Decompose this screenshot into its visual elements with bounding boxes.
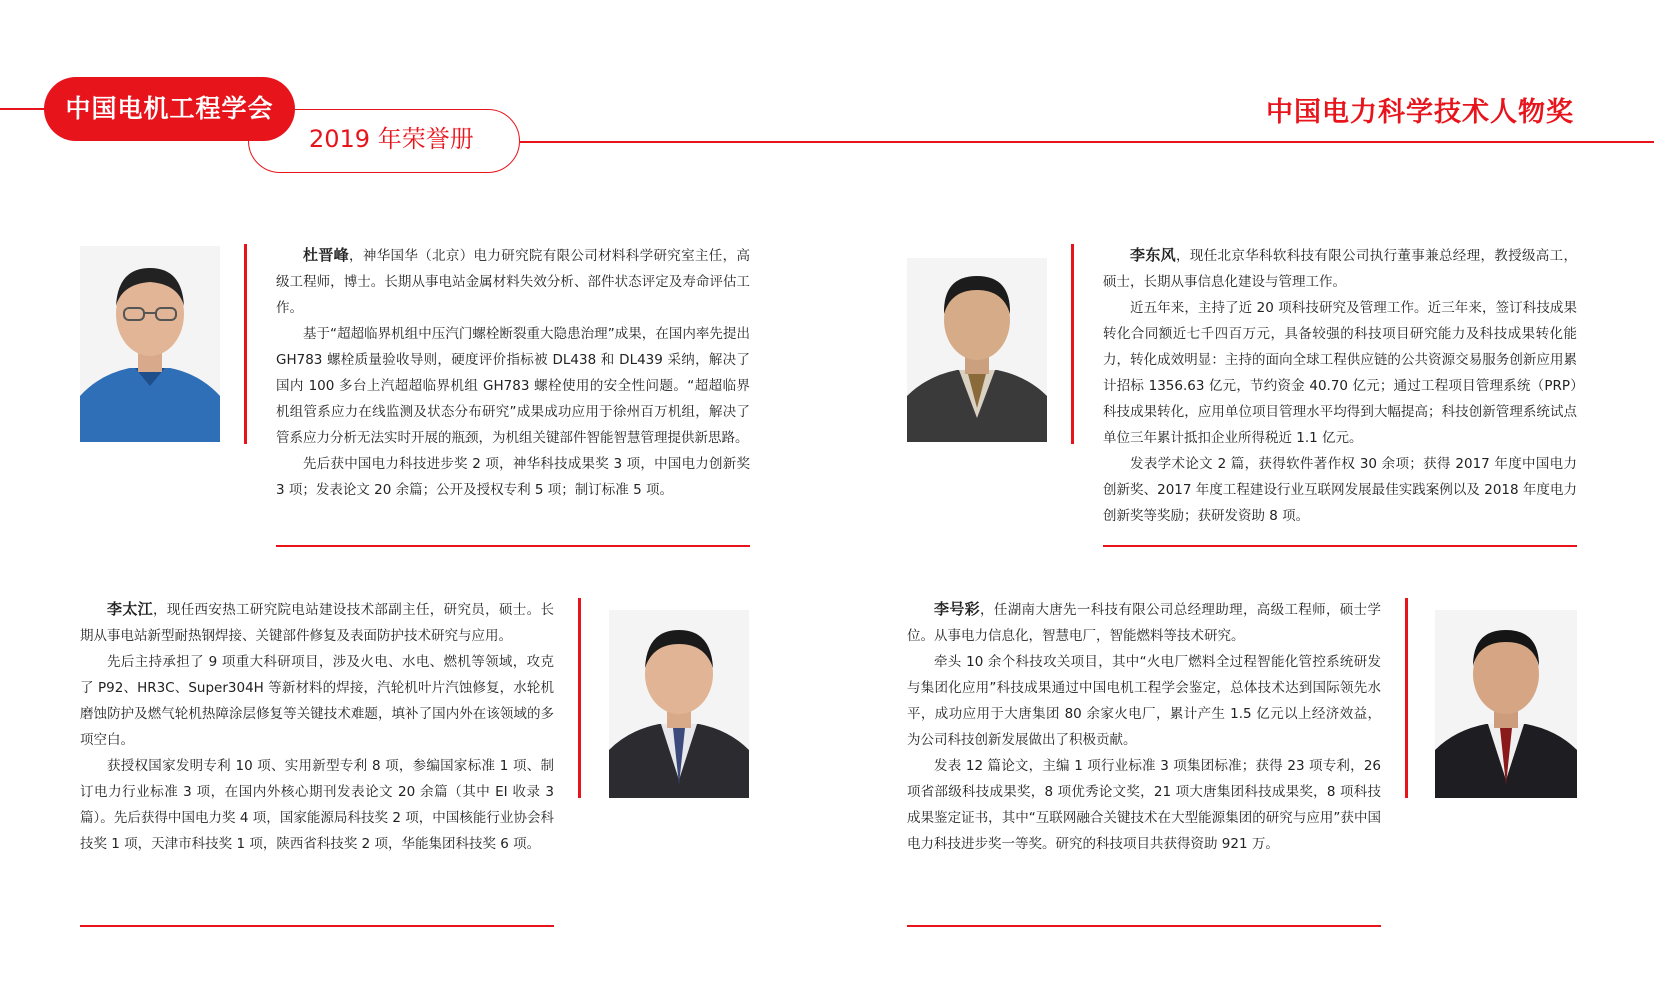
bio-paragraph: 李东风，现任北京华科软科技有限公司执行董事兼总经理，教授级高工，硕士，长期从事信息化建设与管理工作。	[1103, 246, 1577, 290]
bio-paragraph: 发表学术论文 2 篇，获得软件著作权 30 余项；获得 2017 年度中国电力创新奖、2017 年度工程建设行业互联网发展最佳实践案例以及 2018 年度电力创新奖等奖励；获研发资助 8 项。	[1103, 456, 1577, 524]
person-name: 杜晋峰	[303, 246, 350, 264]
bio-paragraph: 获授权国家发明专利 10 项、实用新型专利 8 项，参编国家标准 1 项、制订电力行业标准 3 项，在国内外核心期刊发表论文 20 余篇（其中 EI 收录 3 篇）。先后获得中国电力奖 4 项，国家能源局科技奖 2 项，中国核能行业协会科技奖 1 项，天津市科技奖 1 项，陕西省科技奖 2 项，华能集团科技奖 6 项。	[80, 758, 554, 852]
person-name: 李东风	[1130, 246, 1177, 264]
bio-paragraph: 杜晋峰，神华国华（北京）电力研究院有限公司材料科学研究室主任，高级工程师，博士。长期从事电站金属材料失效分析、部件状态评定及寿命评估工作。	[276, 246, 750, 316]
bio-paragraph: 发表 12 篇论文，主编 1 项行业标准 3 项集团标准；获得 23 项专利，26 项省部级科技成果奖，8 项优秀论文奖，21 项大唐集团科技成果奖，8 项科技成果鉴定证书，其中“互联网融合关键技术在大型能源集团的研究与应用”获中国电力科技进步奖一等奖。研究的科技项目共获得资助 921 万。	[907, 758, 1381, 852]
bio-divider-4	[907, 925, 1381, 927]
bio-accent-bar-4	[1405, 598, 1408, 798]
bio-paragraph: 基于“超超临界机组中压汽门螺栓断裂重大隐患治理”成果，在国内率先提出 GH783 螺栓质量验收导则，硬度评价指标被 DL438 和 DL439 采纳，解决了国内 100 多台上汽超超临界机组 GH783 螺栓使用的安全性问题。“超超临界机组管系应力在线监测及状态分布研究”成果成功应用于徐州百万机组，解决了管系应力分析无法实时开展的瓶颈，为机组关键部件智能智慧管理提供新思路。	[276, 326, 750, 446]
portrait-photo-3	[609, 610, 749, 798]
org-name-badge: 中国电机工程学会	[44, 77, 295, 141]
portrait-photo-4	[1435, 610, 1577, 798]
bio-divider-2	[1103, 545, 1577, 547]
bio-text-4	[907, 596, 1381, 857]
bio-accent-bar-3	[578, 598, 581, 798]
bio-paragraph: 近五年来，主持了近 20 项科技研究及管理工作。近三年来，签订科技成果转化合同额近七千四百万元，具备较强的科技项目研究能力及科技成果转化能力，转化成效明显：主持的面向全球工程供应链的公共资源交易服务创新应用累计招标 1356.63 亿元，节约资金 40.70 亿元；通过工程项目管理系统（PRP）科技成果转化，应用单位项目管理水平均得到大幅提高；科技创新管理系统试点单位三年累计抵扣企业所得税近 1.1 亿元。	[1103, 300, 1577, 446]
bio-paragraph: 李号彩，任湖南大唐先一科技有限公司总经理助理，高级工程师，硕士学位。从事电力信息化，智慧电厂，智能燃料等技术研究。	[907, 600, 1381, 644]
person-name: 李号彩	[934, 600, 981, 618]
bio-accent-bar-1	[244, 244, 247, 444]
bio-text-2	[1103, 242, 1577, 529]
bio-paragraph: 先后获中国电力科技进步奖 2 项，神华科技成果奖 3 项，中国电力创新奖 3 项；发表论文 20 余篇；公开及授权专利 5 项；制订标准 5 项。	[276, 456, 750, 498]
bio-text-3	[80, 596, 554, 857]
bio-paragraph: 先后主持承担了 9 项重大科研项目，涉及火电、水电、燃机等领域，攻克了 P92、HR3C、Super304H 等新材料的焊接，汽轮机叶片汽蚀修复，水轮机磨蚀防护及燃气轮机热障涂层修复等关键技术难题，填补了国内外在该领域的多项空白。	[80, 654, 554, 748]
portrait-photo-2	[907, 258, 1047, 442]
bio-text-1	[276, 242, 750, 503]
portrait-photo-1	[80, 246, 220, 442]
award-title: 中国电力科学技术人物奖	[1266, 97, 1574, 128]
header-right-rule	[520, 141, 1654, 143]
bio-divider-3	[80, 925, 554, 927]
bio-accent-bar-2	[1071, 244, 1074, 444]
bio-paragraph: 牵头 10 余个科技攻关项目，其中“火电厂燃料全过程智能化管控系统研发与集团化应用”科技成果通过中国电机工程学会鉴定，总体技术达到国际领先水平，成功应用于大唐集团 80 余家火电厂，累计产生 1.5 亿元以上经济效益，为公司科技创新发展做出了积极贡献。	[907, 654, 1381, 748]
year-title-badge: 2019 年荣誉册	[248, 109, 520, 173]
bio-divider-1	[276, 545, 750, 547]
bio-paragraph: 李太江，现任西安热工研究院电站建设技术部副主任，研究员，硕士。长期从事电站新型耐热钢焊接、关键部件修复及表面防护技术研究与应用。	[80, 600, 554, 644]
person-name: 李太江	[107, 600, 154, 618]
